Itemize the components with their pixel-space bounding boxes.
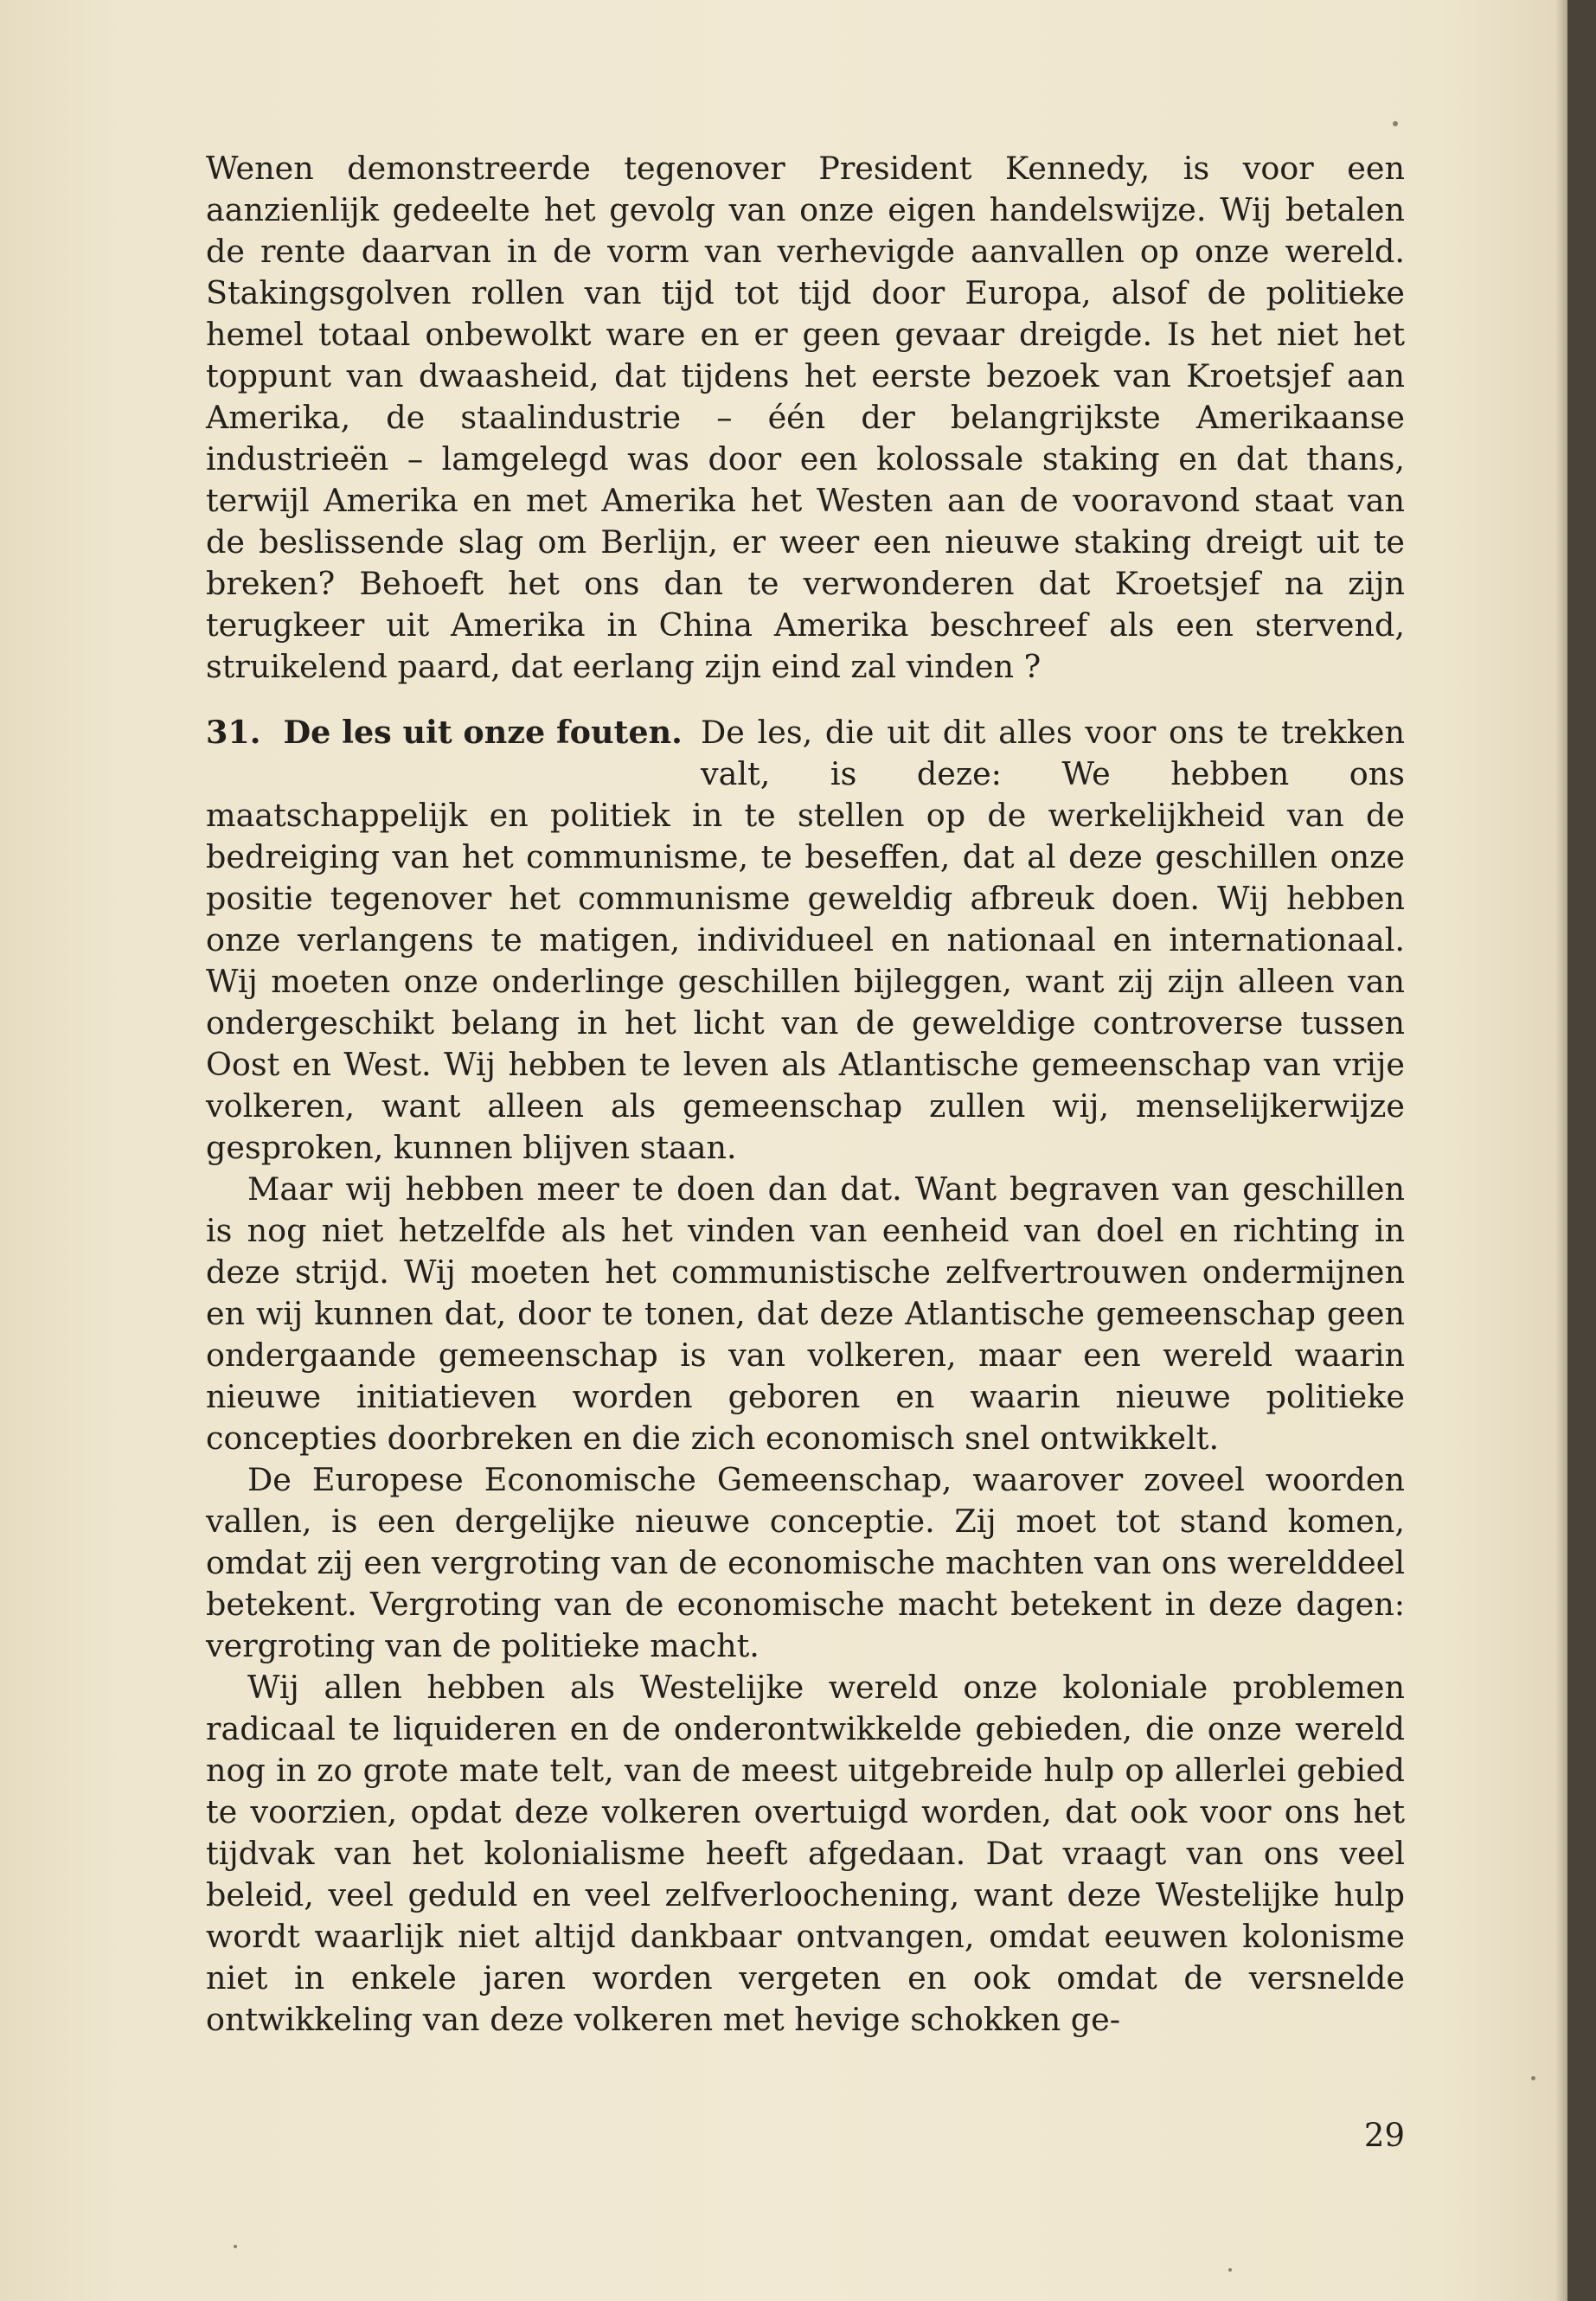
- paragraph: Maar wij hebben meer te doen dan dat. Want begraven van geschillen is nog niet hetzelfde als het vinden van eenheid van doel en richting in deze strijd. Wij moeten het communistische zelfvertrouwen ondermijnen en wij kunnen dat, door te tonen, dat deze Atlantische gemeenschap geen ondergaande gemeenschap is van volkeren, maar een wereld waarin nieuwe initiatieven worden geboren en waarin nieuwe politieke concepties doorbreken en die zich economisch snel ontwikkelt.: [206, 1170, 1405, 1457]
- body-text: [206, 148, 1405, 2041]
- scan-speck: [1228, 2268, 1232, 2272]
- section-number: 31.: [206, 714, 261, 751]
- paragraph: De Europese Economische Gemeenschap, waarover zoveel woorden vallen, is een dergelijke nieuwe conceptie. Zij moet tot stand komen, omdat zij een vergroting van de economische machten van ons werelddeel betekent. Vergroting van de economische macht betekent in deze dagen: vergroting van de politieke macht.: [206, 1461, 1405, 1664]
- paragraph: Wij allen hebben als Westelijke wereld onze koloniale problemen radicaal te liquideren en de onderontwikkelde gebieden, die onze wereld nog in zo grote mate telt, van de meest uitgebreide hulp op allerlei gebied te voorzien, opdat deze volkeren overtuigd worden, dat ook voor ons het tijdvak van het kolonialisme heeft afgedaan. Dat vraagt van ons veel beleid, veel geduld en veel zelfverloochening, want deze Westelijke hulp wordt waarlijk niet altijd dankbaar ontvangen, omdat eeuwen kolonisme niet in enkele jaren worden vergeten en ook omdat de versnelde ontwikkeling van deze volkeren met hevige schokken ge-: [206, 1669, 1405, 2038]
- paragraph-continued: Wenen demonstreerde tegenover President Kennedy, is voor een aanzienlijk gedeelte het gevolg van onze eigen handelswijze. Wij betalen de rente daarvan in de vorm van verhevigde aanvallen op onze wereld. Stakingsgolven rollen van tijd tot tijd door Europa, alsof de politieke hemel totaal onbewolkt ware en er geen gevaar dreigde. Is het niet het toppunt van dwaasheid, dat tijdens het eerste bezoek van Kroetsjef aan Amerika, de staalindustrie – één der belangrijkste Amerikaanse industrieën – lamgelegd was door een kolossale staking en dat thans, terwijl Amerika en met Amerika het Westen aan de vooravond staat van de beslissende slag om Berlijn, er weer een nieuwe staking dreigt uit te breken? Behoeft het ons dan te verwonderen dat Kroetsjef na zijn terugkeer uit Amerika in China Amerika beschreef als een stervend, struikelend paard, dat eerlang zijn eind zal vinden ?: [206, 150, 1405, 685]
- page-number: 29: [1363, 2117, 1405, 2154]
- scan-speck: [1393, 121, 1398, 126]
- scan-speck: [1531, 2076, 1535, 2080]
- section-31: [206, 712, 1405, 1169]
- section-first-paragraph: De les, die uit dit alles voor ons te trekken valt, is deze: We hebben ons maatschappelijk en politiek in te stellen op de werkelijkheid van de bedreiging van het communisme, te beseffen, dat al deze geschillen onze positie tegenover het communisme geweldig afbreuk doen. Wij hebben onze verlangens te matigen, individueel en nationaal en internationaal. Wij moeten onze onderlinge geschillen bijleggen, want zij zijn alleen van ondergeschikt belang in het licht van de geweldige controverse tussen Oost en West. Wij hebben te leven als Atlantische gemeenschap van vrije volkeren, want alleen als gemeenschap zullen wij, menselijkerwijze gesproken, kunnen blijven staan.: [206, 714, 1405, 1166]
- section-heading: [206, 712, 701, 795]
- scan-speck: [234, 2245, 237, 2248]
- section-title: De les uit onze fouten.: [283, 714, 683, 751]
